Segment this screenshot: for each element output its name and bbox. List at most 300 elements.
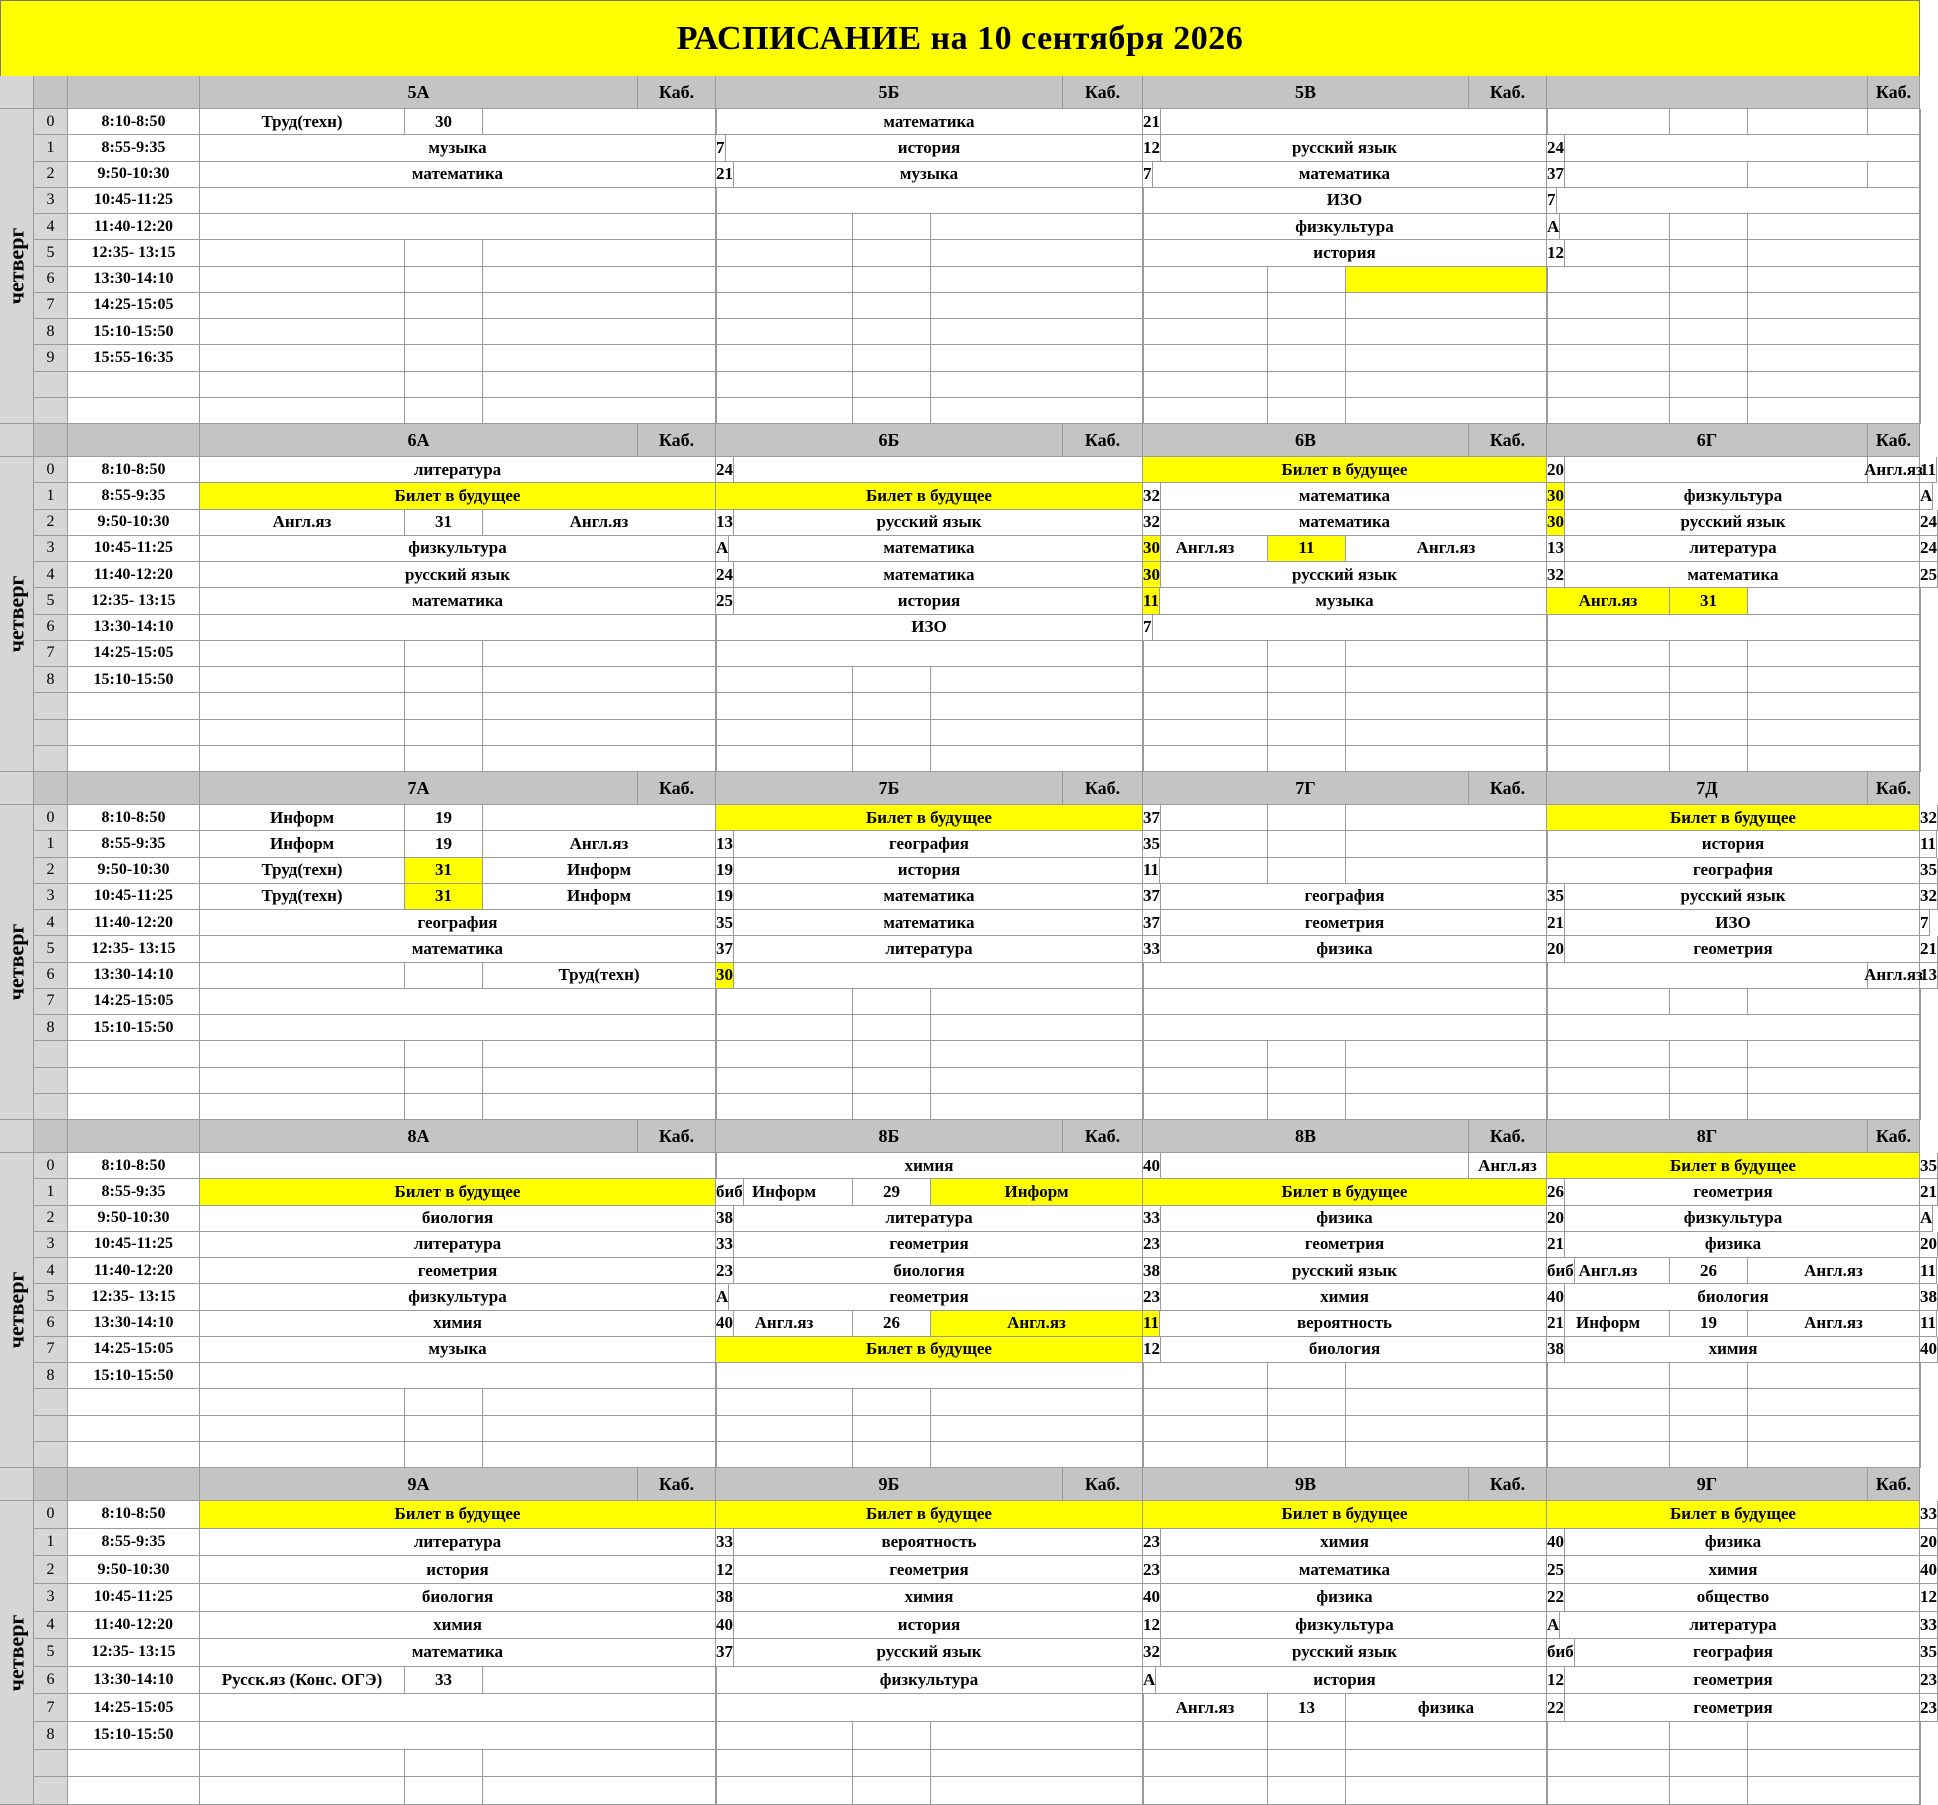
lesson-cell — [200, 720, 405, 746]
period-number: 0 — [34, 109, 68, 135]
period-time: 11:40-12:20 — [68, 562, 200, 588]
lesson-cell — [200, 1750, 405, 1778]
class-name: 7Б — [716, 772, 1063, 805]
lesson-cell — [1268, 1363, 1346, 1389]
period-number: 1 — [34, 1179, 68, 1205]
lesson-cell — [200, 1015, 716, 1041]
lesson-cell — [1346, 319, 1547, 345]
kab-header: Каб. — [1063, 772, 1143, 805]
lesson-cell — [1143, 398, 1268, 424]
room-cell: 23 — [716, 1258, 734, 1284]
lesson-cell — [853, 319, 931, 345]
lesson-cell — [483, 667, 716, 693]
room-cell: 38 — [716, 1584, 734, 1612]
lesson-cell: история — [716, 135, 1143, 161]
lesson-cell: геометрия — [1547, 1694, 1920, 1722]
lesson-cell — [405, 267, 483, 293]
day-label-text: четверг — [3, 923, 29, 1001]
room-cell: биб — [1547, 1258, 1575, 1284]
lesson-cell: физкультура — [1547, 1206, 1920, 1232]
lesson-cell — [1143, 319, 1268, 345]
lesson-cell — [1143, 267, 1268, 293]
lesson-cell — [1670, 693, 1748, 719]
room-cell: 12 — [1920, 1584, 1938, 1612]
lesson-cell — [716, 1416, 853, 1442]
period-number: 4 — [34, 910, 68, 936]
lesson-cell — [1547, 1015, 1920, 1041]
room-cell — [1920, 319, 1921, 345]
period-number — [34, 746, 68, 772]
room-cell: 7 — [1143, 162, 1153, 188]
period-time: 13:30-14:10 — [68, 1667, 200, 1695]
room-cell: 20 — [1547, 457, 1565, 483]
room-cell — [1920, 588, 1921, 614]
class-name: 5Б — [716, 76, 1063, 109]
lesson-cell — [1547, 345, 1670, 371]
lesson-cell — [853, 240, 931, 266]
room-cell: 32 — [1920, 805, 1938, 831]
lesson-cell — [853, 293, 931, 319]
lesson-cell — [853, 1389, 931, 1415]
class-name: 6В — [1143, 424, 1469, 457]
lesson-cell — [483, 746, 716, 772]
lesson-cell — [853, 989, 931, 1015]
class-name: 7А — [200, 772, 638, 805]
period-time: 14:25-15:05 — [68, 1694, 200, 1722]
lesson-cell: литература — [1547, 1612, 1920, 1640]
room-cell: 24 — [1920, 536, 1938, 562]
period-number — [34, 1416, 68, 1442]
lesson-cell — [200, 345, 405, 371]
lesson-cell — [200, 1153, 716, 1179]
lesson-cell: русский язык — [716, 1639, 1143, 1667]
kab-header: Каб. — [638, 1468, 716, 1501]
lesson-cell — [1346, 1041, 1547, 1067]
period-time: 14:25-15:05 — [68, 641, 200, 667]
lesson-cell — [483, 345, 716, 371]
period-number: 7 — [34, 1694, 68, 1722]
lesson-cell — [405, 1389, 483, 1415]
lesson-cell — [405, 1068, 483, 1094]
room-cell — [1868, 162, 1920, 188]
lesson-cell — [1346, 641, 1547, 667]
lesson-cell: география — [1547, 858, 1920, 884]
kab-header: Каб. — [638, 424, 716, 457]
lesson-cell: Информ — [200, 831, 405, 857]
kab-header: Каб. — [1868, 1120, 1920, 1153]
lesson-cell — [405, 398, 483, 424]
lesson-cell — [1268, 831, 1346, 857]
lesson-cell — [1547, 693, 1670, 719]
room-cell: 40 — [1920, 1556, 1938, 1584]
lesson-cell — [1670, 1722, 1748, 1750]
lesson-cell: Англ.яз — [483, 510, 716, 536]
lesson-cell: Информ — [483, 858, 716, 884]
lesson-cell: Информ — [483, 884, 716, 910]
header-time — [68, 76, 200, 109]
period-number: 2 — [34, 510, 68, 536]
lesson-cell: история — [1547, 831, 1920, 857]
room-cell — [1920, 1416, 1921, 1442]
lesson-cell — [853, 372, 931, 398]
lesson-cell: ИЗО — [1547, 910, 1920, 936]
lesson-cell — [483, 1416, 716, 1442]
room-cell: 20 — [1920, 1232, 1938, 1258]
room-cell: 30 — [1143, 536, 1161, 562]
room-cell: 7 — [716, 135, 726, 161]
lesson-cell: математика — [200, 162, 716, 188]
lesson-cell — [1748, 720, 1920, 746]
lesson-cell — [853, 1777, 931, 1805]
period-number: 5 — [34, 1284, 68, 1310]
lesson-cell — [1143, 805, 1268, 831]
period-number — [34, 372, 68, 398]
room-cell: 37 — [716, 1639, 734, 1667]
lesson-cell: литература — [200, 1529, 716, 1557]
kab-header: Каб. — [1063, 424, 1143, 457]
class-name: 8Г — [1547, 1120, 1868, 1153]
lesson-cell — [1346, 1363, 1547, 1389]
period-number — [34, 1750, 68, 1778]
lesson-cell: Билет в будущее — [200, 1179, 716, 1205]
lesson-cell: Англ.яз — [1143, 1694, 1268, 1722]
header-index — [34, 1120, 68, 1153]
period-number: 6 — [34, 267, 68, 293]
period-time: 10:45-11:25 — [68, 884, 200, 910]
lesson-cell — [931, 1068, 1143, 1094]
lesson-cell: химия — [1547, 1556, 1920, 1584]
lesson-cell: физика — [1547, 1232, 1920, 1258]
lesson-cell — [405, 319, 483, 345]
lesson-cell — [200, 1389, 405, 1415]
lesson-cell — [931, 240, 1143, 266]
lesson-cell: математика — [1547, 562, 1920, 588]
room-cell: 23 — [1143, 1556, 1161, 1584]
lesson-cell — [483, 1094, 716, 1120]
lesson-cell — [1547, 372, 1670, 398]
lesson-cell — [1748, 267, 1920, 293]
lesson-cell — [1748, 1750, 1920, 1778]
lesson-cell — [1748, 1363, 1920, 1389]
room-cell: 20 — [1547, 1206, 1565, 1232]
room-cell — [1920, 989, 1921, 1015]
lesson-cell — [1670, 319, 1748, 345]
lesson-cell — [405, 746, 483, 772]
lesson-cell — [1143, 1041, 1268, 1067]
lesson-cell: химия — [200, 1311, 716, 1337]
lesson-cell — [483, 693, 716, 719]
lesson-cell — [1547, 1094, 1670, 1120]
lesson-cell — [200, 240, 405, 266]
lesson-cell — [1143, 1389, 1268, 1415]
period-time-empty — [68, 1777, 200, 1805]
period-number: 4 — [34, 562, 68, 588]
lesson-cell — [853, 746, 931, 772]
lesson-cell: геометрия — [200, 1258, 716, 1284]
lesson-cell — [1547, 746, 1670, 772]
lesson-cell — [483, 1068, 716, 1094]
period-number: 3 — [34, 536, 68, 562]
lesson-cell — [1143, 989, 1547, 1015]
room-cell: 25 — [1920, 562, 1938, 588]
lesson-cell: литература — [200, 457, 716, 483]
lesson-cell — [1268, 1389, 1346, 1415]
lesson-cell: 31 — [405, 858, 483, 884]
lesson-cell: ИЗО — [1143, 188, 1547, 214]
lesson-cell: Информ — [931, 1179, 1143, 1205]
lesson-cell — [1547, 1389, 1670, 1415]
lesson-cell — [1670, 746, 1748, 772]
room-cell: 37 — [1143, 884, 1161, 910]
lesson-cell: Информ — [200, 805, 405, 831]
room-cell: 13 — [1547, 536, 1565, 562]
lesson-cell — [1547, 162, 1748, 188]
lesson-cell — [931, 720, 1143, 746]
lesson-cell — [1346, 1389, 1547, 1415]
lesson-cell — [1346, 267, 1547, 293]
lesson-cell: геометрия — [1143, 910, 1547, 936]
lesson-cell — [1748, 1777, 1920, 1805]
lesson-cell — [1268, 1750, 1346, 1778]
room-cell — [1920, 641, 1921, 667]
lesson-cell — [200, 1722, 716, 1750]
room-cell: 12 — [1143, 1612, 1161, 1640]
period-time: 11:40-12:20 — [68, 910, 200, 936]
lesson-cell — [853, 667, 931, 693]
lesson-cell — [200, 746, 405, 772]
lesson-cell — [1547, 1750, 1670, 1778]
lesson-cell — [200, 398, 405, 424]
period-time: 15:10-15:50 — [68, 667, 200, 693]
lesson-cell — [1346, 1777, 1547, 1805]
room-cell — [1920, 720, 1921, 746]
period-number: 5 — [34, 1639, 68, 1667]
lesson-cell — [1143, 693, 1268, 719]
lesson-cell: Информ — [716, 1179, 853, 1205]
lesson-cell — [200, 1068, 405, 1094]
room-cell: 33 — [1143, 1206, 1161, 1232]
room-cell — [1920, 398, 1921, 424]
lesson-cell: Билет в будущее — [200, 483, 716, 509]
period-time-empty — [68, 720, 200, 746]
lesson-cell — [931, 1041, 1143, 1067]
period-time: 9:50-10:30 — [68, 858, 200, 884]
period-number: 7 — [34, 1337, 68, 1363]
room-cell: 11 — [1143, 588, 1160, 614]
period-number: 0 — [34, 1501, 68, 1529]
lesson-cell — [1143, 1416, 1268, 1442]
room-cell: 40 — [1547, 1284, 1565, 1310]
lesson-cell — [716, 1389, 853, 1415]
lesson-cell: музыка — [1143, 588, 1547, 614]
lesson-cell — [1143, 293, 1268, 319]
lesson-cell — [931, 214, 1143, 240]
lesson-cell — [853, 1722, 931, 1750]
lesson-cell — [483, 1041, 716, 1067]
lesson-cell — [1547, 1777, 1670, 1805]
lesson-cell — [1547, 615, 1920, 641]
period-time: 10:45-11:25 — [68, 1232, 200, 1258]
lesson-cell: литература — [716, 936, 1143, 962]
period-number: 7 — [34, 641, 68, 667]
room-cell: А — [1920, 1206, 1933, 1232]
lesson-cell — [716, 319, 853, 345]
lesson-cell — [1547, 1416, 1670, 1442]
period-time: 9:50-10:30 — [68, 162, 200, 188]
lesson-cell — [1748, 1094, 1920, 1120]
lesson-cell — [1670, 109, 1748, 135]
lesson-cell: Билет в будущее — [1143, 1501, 1547, 1529]
period-time: 13:30-14:10 — [68, 1311, 200, 1337]
lesson-cell — [853, 693, 931, 719]
lesson-cell: 26 — [853, 1311, 931, 1337]
lesson-cell — [405, 1750, 483, 1778]
lesson-cell — [853, 214, 931, 240]
room-cell: биб — [716, 1179, 744, 1205]
class-name: 9Б — [716, 1468, 1063, 1501]
lesson-cell — [1143, 1094, 1268, 1120]
day-label — [0, 1501, 34, 1805]
lesson-cell — [1547, 989, 1670, 1015]
room-cell — [1920, 1389, 1921, 1415]
lesson-cell — [483, 1777, 716, 1805]
lesson-cell — [1346, 805, 1547, 831]
header-corner — [0, 772, 34, 805]
lesson-cell — [405, 1416, 483, 1442]
header-corner — [0, 76, 34, 109]
room-cell: 21 — [1920, 1179, 1938, 1205]
lesson-cell: математика — [716, 562, 1143, 588]
period-time: 11:40-12:20 — [68, 1258, 200, 1284]
lesson-cell: история — [716, 858, 1143, 884]
room-cell: 19 — [716, 884, 734, 910]
header-index — [34, 76, 68, 109]
lesson-cell: Англ.яз — [483, 831, 716, 857]
room-cell — [1920, 372, 1921, 398]
lesson-cell — [1268, 858, 1346, 884]
lesson-cell — [716, 1015, 853, 1041]
lesson-cell — [1346, 1722, 1547, 1750]
lesson-cell — [1143, 746, 1268, 772]
lesson-cell — [716, 1068, 853, 1094]
lesson-cell: 31 — [1670, 588, 1748, 614]
lesson-cell — [716, 989, 853, 1015]
lesson-cell — [1670, 720, 1748, 746]
header-corner — [0, 1468, 34, 1501]
lesson-cell: математика — [716, 536, 1143, 562]
lesson-cell — [405, 293, 483, 319]
room-cell — [1920, 1363, 1921, 1389]
room-cell — [1920, 615, 1921, 641]
period-number — [34, 1389, 68, 1415]
lesson-cell: физика — [1143, 1206, 1547, 1232]
period-time: 12:35- 13:15 — [68, 1284, 200, 1310]
period-time: 10:45-11:25 — [68, 536, 200, 562]
day-label — [0, 109, 34, 424]
room-cell: 33 — [1920, 1501, 1938, 1529]
period-time: 12:35- 13:15 — [68, 588, 200, 614]
lesson-cell: общество — [1547, 1584, 1920, 1612]
day-label — [0, 457, 34, 772]
lesson-cell — [931, 293, 1143, 319]
period-number: 3 — [34, 1584, 68, 1612]
lesson-cell — [1346, 293, 1547, 319]
lesson-cell — [1547, 1068, 1670, 1094]
lesson-cell — [1748, 109, 1868, 135]
lesson-cell: Англ.яз — [1748, 1311, 1920, 1337]
lesson-cell: география — [200, 910, 716, 936]
lesson-cell — [1268, 1041, 1346, 1067]
period-time: 12:35- 13:15 — [68, 1639, 200, 1667]
lesson-cell: 19 — [405, 805, 483, 831]
period-time: 8:55-9:35 — [68, 1529, 200, 1557]
period-number: 6 — [34, 615, 68, 641]
lesson-cell — [483, 1667, 716, 1695]
room-cell: 12 — [716, 1556, 734, 1584]
header-time — [68, 1120, 200, 1153]
period-time: 9:50-10:30 — [68, 510, 200, 536]
class-name: 5А — [200, 76, 638, 109]
lesson-cell — [931, 1389, 1143, 1415]
lesson-cell: 29 — [853, 1179, 931, 1205]
room-cell: 21 — [1920, 936, 1938, 962]
lesson-cell — [1346, 398, 1547, 424]
room-cell: 20 — [1547, 936, 1565, 962]
lesson-cell — [931, 1722, 1143, 1750]
class-name: 7Д — [1547, 772, 1868, 805]
lesson-cell: биология — [200, 1206, 716, 1232]
class-name: 6Б — [716, 424, 1063, 457]
room-cell: 26 — [1547, 1179, 1565, 1205]
period-number: 7 — [34, 293, 68, 319]
room-cell: 13 — [716, 831, 734, 857]
room-cell: 30 — [1547, 483, 1565, 509]
day-label-text: четверг — [3, 1271, 29, 1349]
kab-header: Каб. — [1868, 1468, 1920, 1501]
lesson-cell — [1670, 267, 1748, 293]
period-time: 11:40-12:20 — [68, 214, 200, 240]
lesson-cell — [716, 720, 853, 746]
lesson-cell: 26 — [1670, 1258, 1748, 1284]
lesson-cell — [1547, 1722, 1670, 1750]
period-number: 2 — [34, 1556, 68, 1584]
lesson-cell — [1143, 1777, 1268, 1805]
lesson-cell: Англ.яз — [716, 1311, 853, 1337]
lesson-cell — [1143, 109, 1547, 135]
lesson-cell — [1748, 162, 1868, 188]
period-number: 8 — [34, 1722, 68, 1750]
room-cell: 37 — [1143, 910, 1161, 936]
period-time: 8:55-9:35 — [68, 831, 200, 857]
lesson-cell: Билет в будущее — [716, 805, 1143, 831]
room-cell — [1920, 1041, 1921, 1067]
room-cell: 37 — [1143, 805, 1161, 831]
lesson-cell — [1748, 1416, 1920, 1442]
lesson-cell: русский язык — [1547, 884, 1920, 910]
lesson-cell — [405, 667, 483, 693]
lesson-cell — [405, 345, 483, 371]
lesson-cell — [931, 267, 1143, 293]
lesson-cell — [1268, 1777, 1346, 1805]
period-time: 15:10-15:50 — [68, 1363, 200, 1389]
page-title: РАСПИСАНИЕ на 10 сентября 2026 — [0, 0, 1920, 77]
kab-header: Каб. — [1469, 1468, 1547, 1501]
lesson-cell: биология — [716, 1258, 1143, 1284]
room-cell: 40 — [1143, 1153, 1161, 1179]
lesson-cell: биология — [1547, 1284, 1920, 1310]
lesson-cell — [1748, 214, 1920, 240]
lesson-cell: Англ.яз — [1748, 1258, 1920, 1284]
